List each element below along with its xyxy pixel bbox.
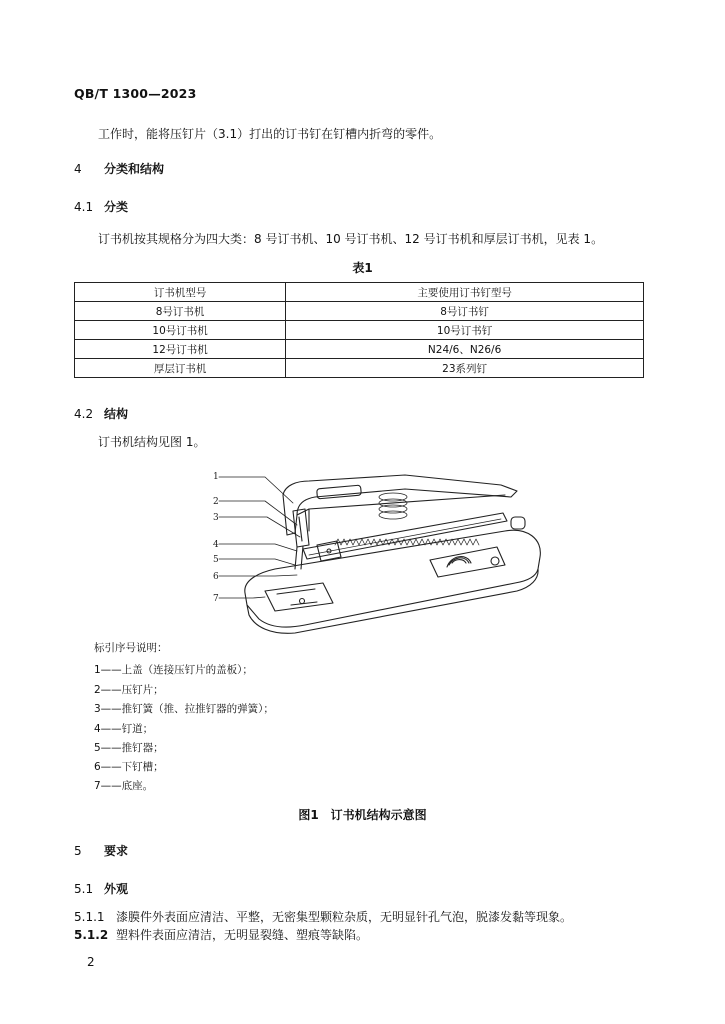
legend-item: 4——钉道； bbox=[94, 723, 154, 735]
callout-6: 6 bbox=[213, 572, 219, 582]
hinge-knob bbox=[511, 517, 525, 529]
leader-lines bbox=[219, 477, 300, 598]
section-4-2-heading bbox=[74, 405, 128, 422]
table-title: 表1 bbox=[352, 261, 373, 275]
table-cell: 8号订书钉 bbox=[286, 302, 644, 321]
section-4-number: 4 bbox=[74, 162, 82, 176]
table-row bbox=[75, 321, 644, 340]
section-5-heading bbox=[74, 842, 128, 859]
table-row bbox=[75, 359, 644, 378]
clause-text: 漆膜件外表面应清洁、平整，无密集型颗粒杂质，无明显针孔气泡，脱漆发黏等现象。 bbox=[116, 910, 573, 924]
table-row bbox=[75, 340, 644, 359]
table-cell: 12号订书机 bbox=[75, 340, 286, 359]
table-cell: 10号订书钉 bbox=[286, 321, 644, 340]
legend-item: 6——下钉槽； bbox=[94, 761, 164, 773]
page-number: 2 bbox=[87, 955, 95, 969]
section-4-title: 分类和结构 bbox=[104, 162, 165, 176]
standard-code: QB/T 1300—2023 bbox=[74, 86, 197, 101]
clause-number: 5.1.1 bbox=[74, 910, 105, 924]
callout-1: 1 bbox=[213, 472, 219, 482]
callout-5: 5 bbox=[213, 555, 219, 565]
table-cell: N24/6、N26/6 bbox=[286, 340, 644, 359]
section-4-heading bbox=[74, 160, 164, 177]
top-spring bbox=[379, 493, 407, 519]
table-row bbox=[75, 302, 644, 321]
stapler-type-table bbox=[74, 282, 644, 378]
section-5-1-title: 外观 bbox=[104, 882, 129, 896]
figure-caption: 图1 订书机结构示意图 bbox=[298, 808, 427, 822]
section-4-1-heading bbox=[74, 198, 128, 215]
section-5-number: 5 bbox=[74, 844, 82, 858]
legend-item: 7——底座。 bbox=[94, 780, 154, 792]
legend-item: 3——推钉簧（推、拉推钉器的弹簧）； bbox=[94, 703, 274, 715]
legend-title: 标引序号说明： bbox=[94, 642, 168, 654]
section-5-1-number: 5.1 bbox=[74, 882, 94, 896]
intro-sentence: 工作时，能将压钉片（3.1）打出的订书钉在钉槽内折弯的零件。 bbox=[98, 127, 442, 141]
table-header-row bbox=[75, 283, 644, 302]
callout-4: 4 bbox=[213, 540, 219, 550]
legend-item: 1——上盖（连接压钉片的盖板）； bbox=[94, 664, 253, 676]
callout-2: 2 bbox=[213, 497, 219, 507]
callout-3: 3 bbox=[213, 513, 219, 523]
clause-5-1-2 bbox=[74, 926, 368, 943]
table-cell: 10号订书机 bbox=[75, 321, 286, 340]
base-recess bbox=[430, 547, 505, 577]
classification-text: 订书机按其规格分为四大类：8 号订书机、10 号订书机、12 号订书机和厚层订书机，见表 1。 bbox=[98, 232, 604, 246]
legend-item: 5——推钉器； bbox=[94, 742, 164, 754]
section-4-2-title: 结构 bbox=[104, 407, 129, 421]
base-bottom-edge bbox=[247, 569, 538, 633]
section-4-1-title: 分类 bbox=[104, 200, 129, 214]
clause-text: 塑料件表面应清洁，无明显裂缝、塑痕等缺陷。 bbox=[116, 928, 369, 942]
table-cell: 8号订书机 bbox=[75, 302, 286, 321]
table-cell: 厚层订书机 bbox=[75, 359, 286, 378]
legend-item: 2——压钉片； bbox=[94, 684, 164, 696]
table-header-cell: 主要使用订书钉型号 bbox=[286, 283, 644, 302]
anvil-plate bbox=[265, 583, 333, 611]
section-4-1-number: 4.1 bbox=[74, 200, 94, 214]
clause-number: 5.1.2 bbox=[74, 928, 109, 942]
clause-5-1-1 bbox=[74, 908, 572, 925]
structure-text: 订书机结构见图 1。 bbox=[98, 435, 206, 449]
stapler-structure-figure bbox=[205, 465, 550, 640]
section-4-2-number: 4.2 bbox=[74, 407, 94, 421]
base-outline bbox=[245, 530, 541, 627]
callout-7: 7 bbox=[213, 594, 219, 604]
table-cell: 23系列钉 bbox=[286, 359, 644, 378]
section-5-1-heading bbox=[74, 880, 128, 897]
section-5-title: 要求 bbox=[104, 844, 129, 858]
table-header-cell: 订书机型号 bbox=[75, 283, 286, 302]
driver-blade bbox=[293, 509, 309, 547]
